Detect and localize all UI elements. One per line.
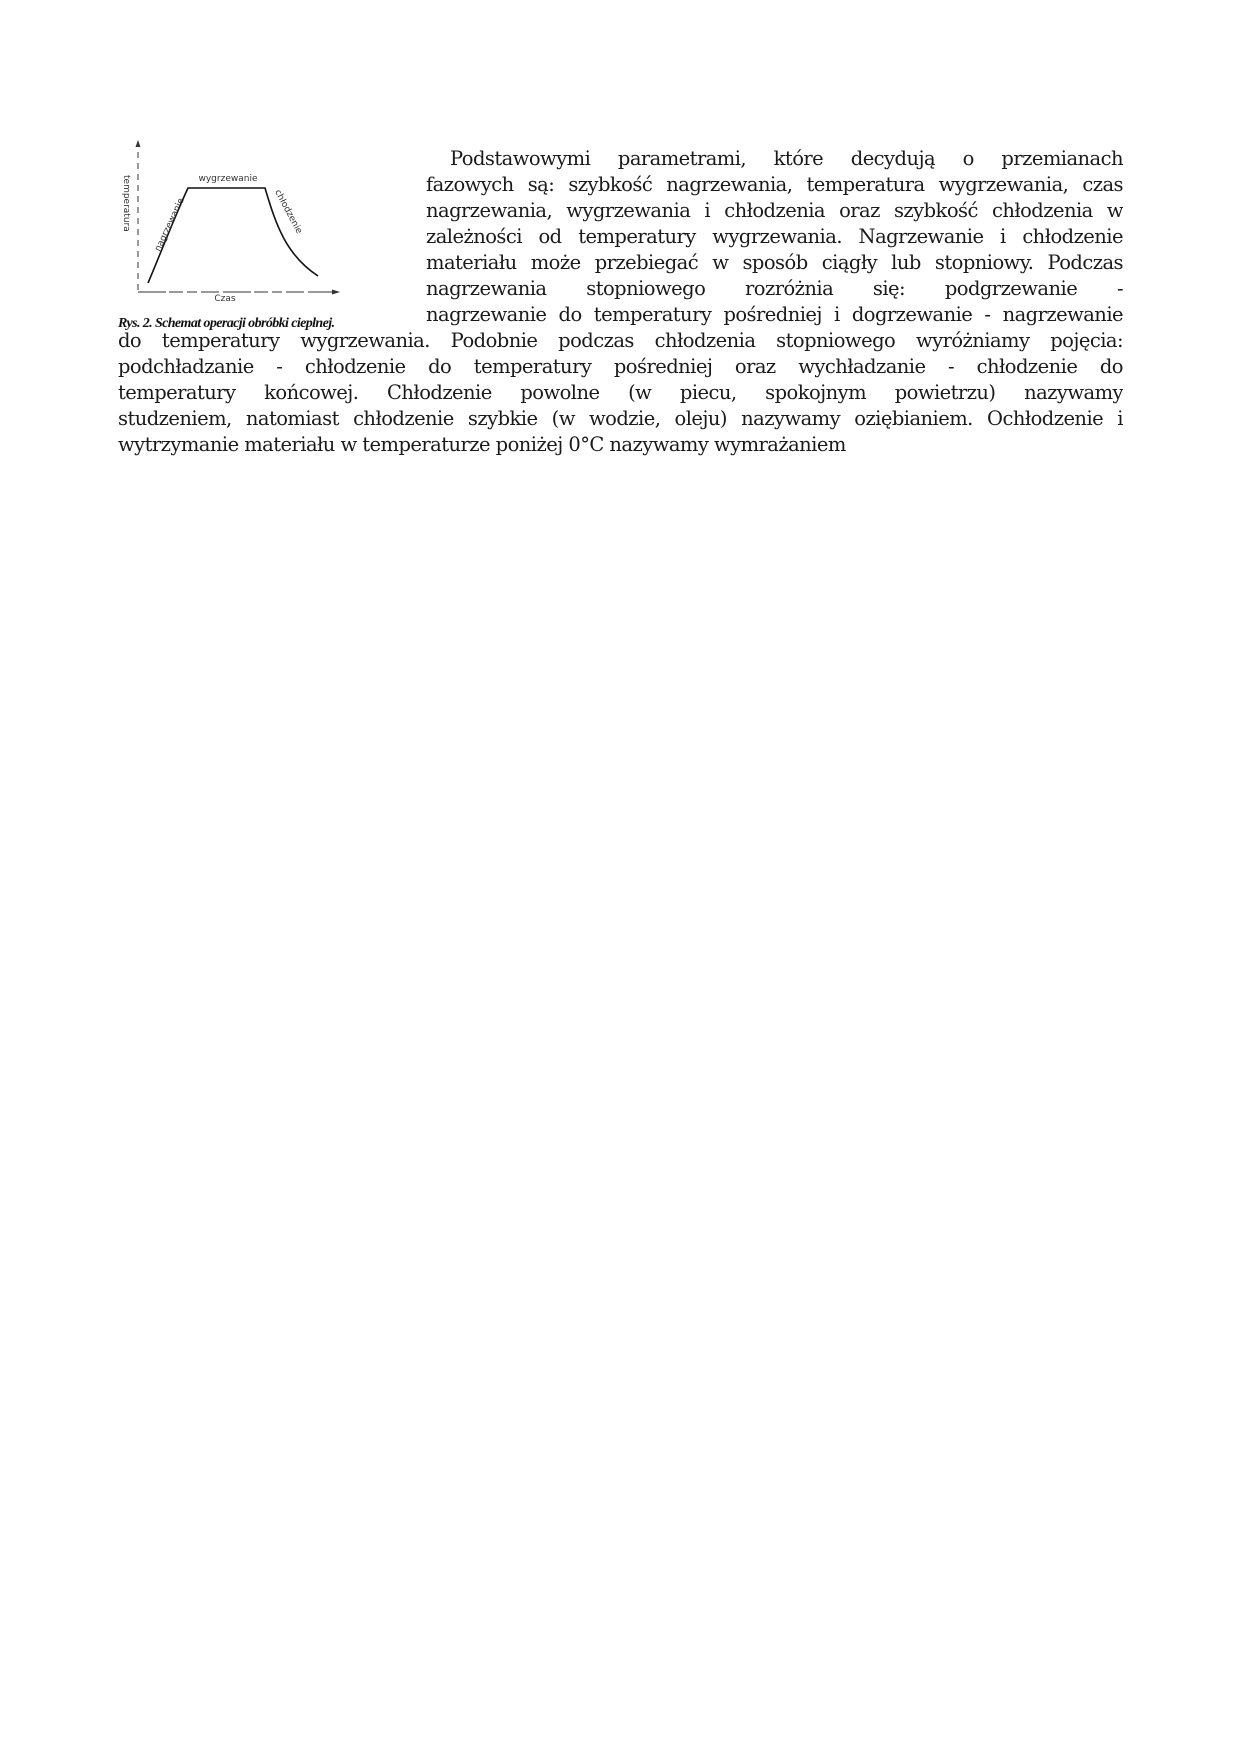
paragraph-line: Podstawowymi parametrami, które decydują o przemianach [450, 147, 1123, 170]
paragraph-line: zależności od temperatury wygrzewania. Nagrzewanie i chłodzenie [426, 225, 1123, 248]
figure-caption: Rys. 2. Schemat operacji obróbki cieplnej. [118, 316, 335, 331]
paragraph-line: wytrzymanie materiału w temperaturze poniżej 0°C nazywamy wymrażaniem [118, 433, 846, 456]
paragraph-line: fazowych są: szybkość nagrzewania, temperatura wygrzewania, czas [426, 173, 1123, 196]
x-axis-label: Czas [214, 294, 236, 304]
paragraph-line: nagrzewanie do temperatury pośredniej i dogrzewanie - nagrzewanie [426, 303, 1123, 326]
y-axis-label: temperatura [121, 175, 131, 232]
paragraph-line: podchładzanie - chłodzenie do temperatury pośredniej oraz wychładzanie - chłodzenie do [118, 355, 1123, 378]
paragraph-line: do temperatury wygrzewania. Podobnie podczas chłodzenia stopniowego wyróżniamy pojęcia: [118, 329, 1123, 352]
heat-treatment-diagram [110, 140, 410, 330]
temperature-curve [148, 188, 318, 283]
heating-label: nagrzewanie [153, 196, 187, 254]
cooling-label: chłodzenie [272, 188, 304, 236]
paragraph-line: nagrzewania, wygrzewania i chłodzenia oraz szybkość chłodzenia w [426, 199, 1123, 222]
soaking-label: wygrzewanie [198, 174, 258, 184]
paragraph-line: temperatury końcowej. Chłodzenie powolne (w piecu, spokojnym powietrzu) nazywamy [118, 381, 1123, 404]
paragraph-line: nagrzewania stopniowego rozróżnia się: podgrzewanie - [426, 277, 1123, 300]
diagram-graphic [110, 140, 410, 330]
paragraph-line: studzeniem, natomiast chłodzenie szybkie (w wodzie, oleju) nazywamy oziębianiem. Ochłodzenie i [118, 407, 1123, 430]
paragraph-line: materiału może przebiegać w sposób ciągły lub stopniowy. Podczas [426, 251, 1123, 274]
